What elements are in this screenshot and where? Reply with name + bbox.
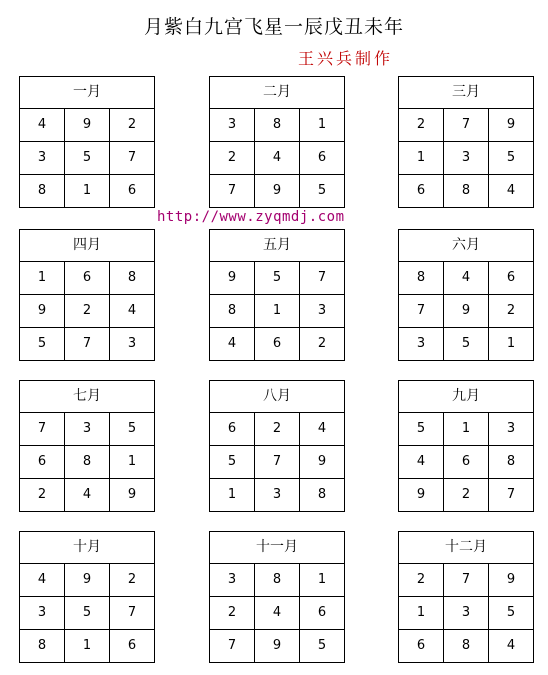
page-title: 月紫白九宫飞星一辰戊丑未年 [143, 16, 404, 38]
month-grid [19, 76, 155, 208]
star-number-cell: 2 [399, 109, 444, 141]
star-number-cell: 1 [317, 572, 327, 587]
grid-row [210, 630, 344, 662]
month-label: 一月 [20, 77, 154, 109]
month-label: 六月 [399, 230, 533, 262]
star-number-cell: 5 [65, 142, 110, 174]
month-grid [398, 380, 534, 512]
star-number-cell: 7 [444, 109, 489, 141]
star-number-cell: 9 [399, 479, 444, 511]
star-number-cell: 1 [399, 142, 444, 174]
star-number-cell: 2 [210, 142, 255, 174]
star-number-cell: 2 [444, 479, 489, 511]
star-number-cell: 6 [127, 638, 137, 653]
star-number-cell: 8 [127, 270, 137, 285]
grid-row [399, 479, 533, 511]
star-number-cell: 7 [210, 630, 255, 662]
month-label: 十月 [20, 532, 154, 564]
star-number-cell: 5 [210, 446, 255, 478]
star-number-cell: 8 [444, 175, 489, 207]
star-number-cell: 7 [255, 446, 300, 478]
month-label: 十一月 [210, 532, 344, 564]
star-number-cell: 6 [444, 446, 489, 478]
grid-row [399, 142, 533, 175]
star-number-cell: 3 [20, 142, 65, 174]
grid-row [399, 597, 533, 630]
star-number-cell: 5 [65, 597, 110, 629]
month-grid [209, 229, 345, 361]
star-number-cell: 9 [20, 295, 65, 327]
month-label: 七月 [20, 381, 154, 413]
star-number-cell: 3 [506, 421, 516, 436]
star-number-cell: 3 [210, 109, 255, 141]
star-number-cell: 4 [20, 109, 65, 141]
star-number-cell: 9 [506, 572, 516, 587]
grid-row [399, 413, 533, 446]
month-grid [19, 380, 155, 512]
star-number-cell: 5 [317, 638, 327, 653]
month-label: 九月 [399, 381, 533, 413]
star-number-cell: 7 [506, 487, 516, 502]
grid-row [399, 564, 533, 597]
grid-row [210, 597, 344, 630]
star-number-cell: 2 [210, 597, 255, 629]
grid-row [210, 262, 344, 295]
star-number-cell: 4 [20, 564, 65, 596]
month-grid [19, 531, 155, 663]
star-number-cell: 1 [255, 295, 300, 327]
star-number-cell: 6 [399, 630, 444, 662]
month-label: 五月 [210, 230, 344, 262]
grid-row [20, 328, 154, 360]
grid-row [210, 175, 344, 207]
star-number-cell: 4 [255, 597, 300, 629]
star-number-cell: 5 [399, 413, 444, 445]
star-number-cell: 4 [317, 421, 327, 436]
star-number-cell: 1 [317, 117, 327, 132]
star-number-cell: 5 [127, 421, 137, 436]
star-number-cell: 3 [65, 413, 110, 445]
grid-row [399, 446, 533, 479]
star-number-cell: 6 [506, 270, 516, 285]
star-number-cell: 2 [255, 413, 300, 445]
star-number-cell: 6 [399, 175, 444, 207]
star-number-cell: 3 [127, 336, 137, 351]
star-number-cell: 7 [127, 605, 137, 620]
grid-row [210, 413, 344, 446]
grid-row [20, 175, 154, 207]
star-number-cell: 5 [317, 183, 327, 198]
star-number-cell: 9 [255, 175, 300, 207]
star-number-cell: 7 [317, 270, 327, 285]
star-number-cell: 2 [65, 295, 110, 327]
star-number-cell: 3 [444, 597, 489, 629]
star-number-cell: 5 [506, 605, 516, 620]
grid-row [210, 142, 344, 175]
star-number-cell: 1 [65, 630, 110, 662]
grid-row [399, 109, 533, 142]
star-number-cell: 7 [399, 295, 444, 327]
grid-row [210, 479, 344, 511]
star-number-cell: 4 [506, 638, 516, 653]
month-grid [398, 76, 534, 208]
grid-row [20, 295, 154, 328]
grid-row [20, 597, 154, 630]
month-grid [209, 76, 345, 208]
star-number-cell: 3 [399, 328, 444, 360]
star-number-cell: 4 [506, 183, 516, 198]
star-number-cell: 9 [444, 295, 489, 327]
star-number-cell: 6 [127, 183, 137, 198]
star-number-cell: 9 [127, 487, 137, 502]
star-number-cell: 4 [444, 262, 489, 294]
grid-row [20, 446, 154, 479]
star-number-cell: 5 [506, 150, 516, 165]
star-number-cell: 6 [317, 150, 327, 165]
star-number-cell: 3 [20, 597, 65, 629]
star-number-cell: 1 [65, 175, 110, 207]
star-number-cell: 2 [317, 336, 327, 351]
star-number-cell: 6 [317, 605, 327, 620]
star-number-cell: 3 [255, 479, 300, 511]
star-number-cell: 6 [210, 413, 255, 445]
star-number-cell: 2 [20, 479, 65, 511]
star-number-cell: 8 [210, 295, 255, 327]
star-number-cell: 4 [255, 142, 300, 174]
grid-row [20, 262, 154, 295]
website-url: http://www.zyqmdj.com [157, 209, 345, 225]
star-number-cell: 1 [210, 479, 255, 511]
month-grid [209, 380, 345, 512]
month-grid [209, 531, 345, 663]
star-number-cell: 3 [317, 303, 327, 318]
star-number-cell: 3 [210, 564, 255, 596]
star-number-cell: 1 [506, 336, 516, 351]
star-number-cell: 7 [210, 175, 255, 207]
star-number-cell: 5 [255, 262, 300, 294]
month-label: 四月 [20, 230, 154, 262]
grid-row [20, 630, 154, 662]
grid-row [399, 630, 533, 662]
star-number-cell: 1 [20, 262, 65, 294]
star-number-cell: 9 [210, 262, 255, 294]
month-label: 八月 [210, 381, 344, 413]
star-number-cell: 4 [127, 303, 137, 318]
star-number-cell: 2 [506, 303, 516, 318]
star-number-cell: 8 [20, 630, 65, 662]
star-number-cell: 6 [65, 262, 110, 294]
grid-row [399, 175, 533, 207]
star-number-cell: 2 [127, 572, 137, 587]
month-label: 二月 [210, 77, 344, 109]
star-number-cell: 7 [20, 413, 65, 445]
month-grid [19, 229, 155, 361]
month-label: 十二月 [399, 532, 533, 564]
star-number-cell: 7 [444, 564, 489, 596]
star-number-cell: 8 [65, 446, 110, 478]
month-label: 三月 [399, 77, 533, 109]
month-grid [398, 229, 534, 361]
star-number-cell: 1 [127, 454, 137, 469]
grid-row [399, 328, 533, 360]
grid-row [210, 446, 344, 479]
grid-row [210, 109, 344, 142]
grid-row [399, 262, 533, 295]
star-number-cell: 1 [399, 597, 444, 629]
star-number-cell: 7 [65, 328, 110, 360]
star-number-cell: 5 [444, 328, 489, 360]
star-number-cell: 9 [317, 454, 327, 469]
author-credit: 王兴兵制作 [298, 49, 394, 68]
star-number-cell: 4 [399, 446, 444, 478]
star-number-cell: 7 [127, 150, 137, 165]
star-number-cell: 8 [255, 564, 300, 596]
star-number-cell: 8 [20, 175, 65, 207]
star-number-cell: 2 [127, 117, 137, 132]
grid-row [210, 564, 344, 597]
grid-row [20, 109, 154, 142]
grid-row [399, 295, 533, 328]
star-number-cell: 8 [255, 109, 300, 141]
star-number-cell: 4 [210, 328, 255, 360]
star-number-cell: 6 [20, 446, 65, 478]
month-grid [398, 531, 534, 663]
grid-row [20, 479, 154, 511]
star-number-cell: 6 [255, 328, 300, 360]
star-number-cell: 9 [65, 109, 110, 141]
star-number-cell: 4 [65, 479, 110, 511]
star-number-cell: 9 [506, 117, 516, 132]
grid-row [210, 295, 344, 328]
star-number-cell: 5 [20, 328, 65, 360]
star-number-cell: 8 [317, 487, 327, 502]
grid-row [20, 564, 154, 597]
grid-row [210, 328, 344, 360]
star-number-cell: 1 [444, 413, 489, 445]
grid-row [20, 142, 154, 175]
star-number-cell: 8 [506, 454, 516, 469]
star-number-cell: 2 [399, 564, 444, 596]
star-number-cell: 8 [444, 630, 489, 662]
star-number-cell: 9 [255, 630, 300, 662]
grid-row [20, 413, 154, 446]
star-number-cell: 9 [65, 564, 110, 596]
star-number-cell: 8 [399, 262, 444, 294]
star-number-cell: 3 [444, 142, 489, 174]
